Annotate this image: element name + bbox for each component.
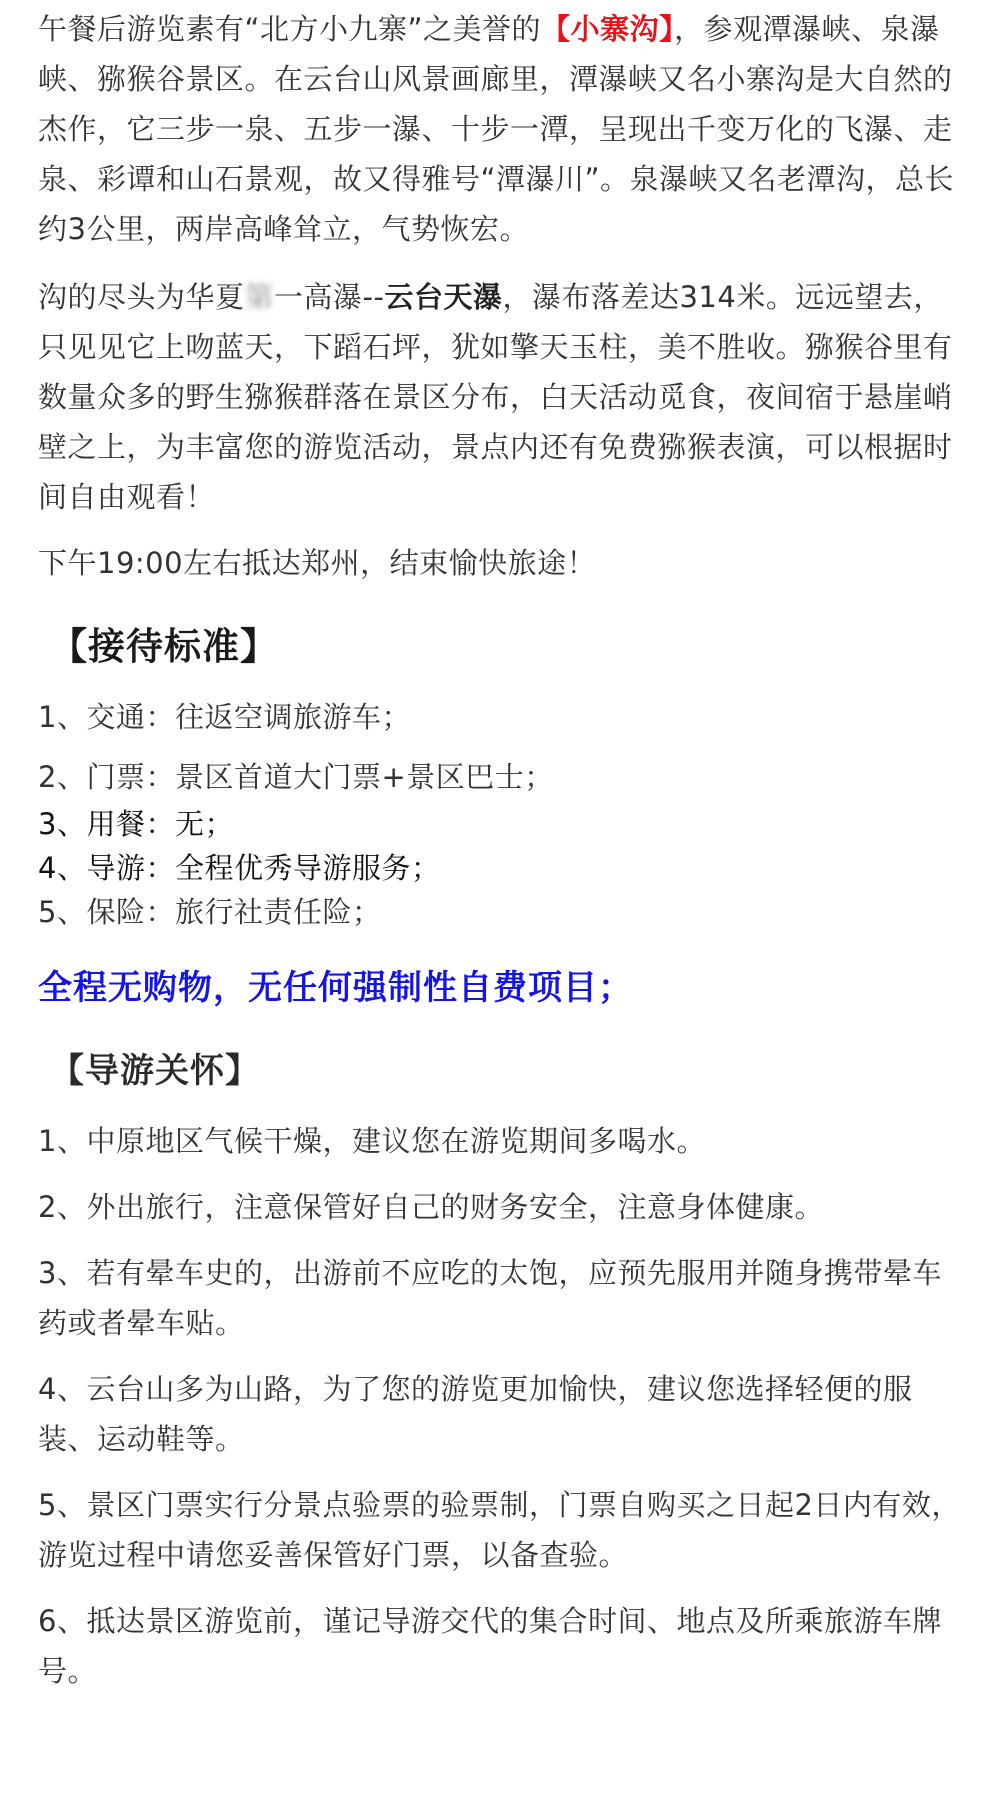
guide-care-item: 2、外出旅行，注意保管好自己的财务安全，注意身体健康。 bbox=[38, 1190, 824, 1224]
guide-care-item: 5、景区门票实行分景点验票的验票制，门票自购买之日起2日内有效，游览过程中请您妥善保管好门票，以备查验。 bbox=[38, 1488, 961, 1572]
arrival-text: 下午19:00左右抵达郑州，结束愉快旅途！ bbox=[38, 546, 597, 580]
intro-paragraph-3 bbox=[38, 538, 962, 588]
itinerary-page bbox=[0, 4, 1000, 1796]
blurred-character: 第 bbox=[244, 280, 275, 314]
reception-item: 3、用餐：无； bbox=[38, 807, 234, 841]
no-shopping-note: 全程无购物，无任何强制性自费项目； bbox=[38, 968, 633, 1008]
xiaozhaigou-highlight: 【小寨沟】 bbox=[541, 12, 675, 46]
guide-care-item: 4、云台山多为山路，为了您的游览更加愉快，建议您选择轻便的服装、运动鞋等。 bbox=[38, 1372, 913, 1456]
guide-care-item: 3、若有晕车史的，出游前不应吃的太饱，应预先服用并随身携带晕车药或者晕车贴。 bbox=[38, 1256, 942, 1340]
guide-care-item: 6、抵达景区游览前，谨记导游交代的集合时间、地点及所乘旅游车牌号。 bbox=[38, 1604, 942, 1688]
reception-item: 2、门票：景区首道大门票+景区巴士； bbox=[38, 760, 554, 794]
guide-care-title: 【导游关怀】 bbox=[50, 1051, 260, 1091]
reception-item: 1、交通：往返空调旅游车； bbox=[38, 700, 411, 734]
intro-p2-before: 沟的尽头为华夏 bbox=[38, 280, 245, 314]
intro-paragraph-1 bbox=[38, 4, 962, 254]
guide-care-list bbox=[38, 1116, 962, 1696]
reception-item: 4、导游：全程优秀导游服务； bbox=[38, 851, 441, 885]
intro-p2-after: ，瀑布落差达314米。远远望去，只见见它上吻蓝天，下蹈石坪，犹如擎天玉柱，美不胜收。猕猴谷里有数量众多的野生猕猴群落在景区分布，白天活动觅食，夜间宿于悬崖峭壁之上，为丰富您的游览活动，景点内还有免费猕猴表演，可以根据时间自由观看！ bbox=[38, 280, 953, 514]
intro-p1-after: ，参观潭瀑峡、泉瀑峡、猕猴谷景区。在云台山风景画廊里，潭瀑峡又名小寨沟是大自然的杰作，它三步一泉、五步一瀑、十步一潭，呈现出千变万化的飞瀑、走泉、彩谭和山石景观，故又得雅号“潭瀑川”。泉瀑峡又名老潭沟，总长约3公里，两岸高峰耸立，气势恢宏。 bbox=[38, 12, 955, 246]
reception-standard-title: 【接待标准】 bbox=[50, 625, 278, 668]
intro-p1-before: 午餐后游览素有“北方小九寨”之美誉的 bbox=[38, 12, 542, 46]
reception-item: 5、保险：旅行社责任险； bbox=[38, 895, 382, 929]
intro-paragraph-2 bbox=[38, 272, 962, 522]
reception-standard-list bbox=[38, 692, 962, 934]
guide-care-item: 1、中原地区气候干燥，建议您在游览期间多喝水。 bbox=[38, 1124, 706, 1158]
intro-p2-mid: 一高瀑-- bbox=[274, 280, 385, 314]
yuntai-waterfall-bold: 云台天瀑 bbox=[384, 280, 503, 314]
